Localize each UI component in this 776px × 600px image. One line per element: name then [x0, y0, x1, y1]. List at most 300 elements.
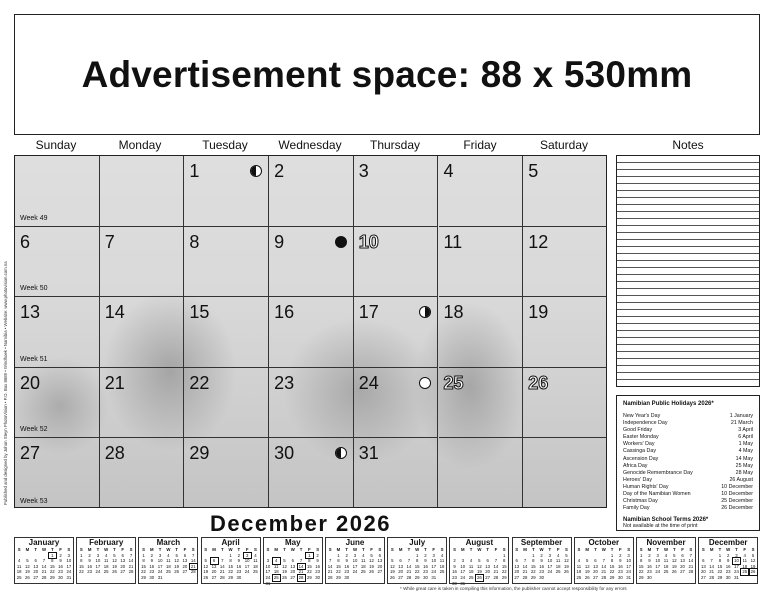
day-cell-15[interactable]: [184, 297, 269, 368]
mini-day: 27: [33, 574, 39, 580]
mini-day: 1: [49, 553, 56, 559]
mini-day: 3: [158, 552, 162, 558]
mini-day: 20: [700, 569, 706, 575]
mini-day: 7: [494, 558, 498, 564]
mini-day: 21: [709, 569, 714, 575]
mini-weekday: S: [515, 547, 519, 552]
mini-day: 27: [700, 574, 706, 580]
mini-day: 25: [165, 569, 171, 575]
mini-day: [662, 575, 669, 581]
mini-weekday: W: [663, 547, 669, 552]
mini-day: 13: [680, 558, 685, 564]
mini-month-name: July: [409, 538, 426, 547]
mini-day: 12: [671, 558, 677, 564]
mini-day: 19: [584, 569, 590, 575]
mini-day: 31: [734, 574, 739, 580]
mini-day: 11: [663, 558, 669, 564]
mini-weekday: W: [352, 547, 358, 552]
mini-weekday: T: [50, 547, 54, 552]
mini-day: 14: [128, 558, 134, 564]
mini-day: 15: [336, 563, 341, 569]
mini-day: 13: [211, 563, 217, 569]
holiday-date: 14 May: [735, 455, 753, 462]
mini-day: 15: [414, 563, 420, 569]
mini-day: 30: [617, 574, 623, 580]
mini-day: 12: [564, 558, 569, 564]
empty-cell: [523, 438, 607, 508]
mini-day: 4: [664, 552, 668, 558]
mini-day: 26: [25, 574, 30, 580]
mini-day: 30: [236, 574, 242, 580]
mini-day: 7: [129, 552, 133, 558]
mini-day: 15: [717, 563, 723, 569]
mini-day: 12: [389, 563, 395, 569]
mini-day: 8: [308, 558, 311, 564]
day-number: 12: [528, 231, 549, 252]
mini-day: 3: [627, 552, 630, 558]
day-cell-10[interactable]: [354, 227, 439, 298]
mini-day: 21: [522, 569, 528, 575]
mini-day: 3: [353, 552, 357, 558]
mini-weekday: T: [735, 547, 738, 552]
day-cell-21[interactable]: [100, 368, 185, 439]
mini-day: 28: [406, 574, 412, 580]
mini-day: 8: [610, 558, 614, 564]
mini-weekday: S: [627, 547, 631, 552]
day-cell-12[interactable]: [523, 227, 607, 298]
holiday-row: [623, 491, 753, 498]
mini-day: 7: [602, 558, 605, 564]
mini-day: 13: [182, 558, 188, 564]
mini-day: [244, 575, 251, 581]
day-number: 16: [274, 302, 295, 323]
last-quarter-icon: [250, 165, 262, 177]
holiday-date: 25 May: [735, 462, 753, 469]
day-cell-11[interactable]: [439, 227, 524, 298]
mini-weekday: W: [166, 547, 171, 552]
mini-calendar-july: [387, 537, 447, 584]
mini-weekday: F: [556, 547, 560, 552]
mini-day: 4: [17, 558, 21, 564]
day-cell-30[interactable]: [269, 438, 354, 508]
mini-weekday: T: [610, 547, 614, 552]
mini-week-row: [202, 575, 260, 581]
mini-weekday: S: [701, 547, 705, 552]
mini-day: 18: [16, 569, 22, 575]
day-cell-5[interactable]: [523, 156, 607, 227]
mini-day: 24: [547, 569, 553, 575]
mini-weekday: T: [113, 547, 116, 552]
disclaimer: * While great care is taken in compiling this information, the publisher cannot accept responsibility for any errors: [400, 586, 627, 591]
day-cell-13[interactable]: [15, 297, 100, 368]
day-cell-16[interactable]: [269, 297, 354, 368]
mini-day: [173, 575, 180, 581]
mini-day: 5: [370, 552, 373, 558]
mini-day: 17: [734, 563, 739, 569]
mini-day: 6: [183, 552, 187, 558]
mini-day: 19: [25, 569, 30, 575]
advertisement-box: [14, 14, 760, 135]
mini-day: 18: [576, 569, 582, 575]
holiday-name: Workers' Day: [623, 441, 655, 448]
mini-day: 14: [190, 558, 196, 564]
mini-day: 23: [236, 569, 242, 575]
mini-weekday: S: [390, 547, 394, 552]
mini-day: 3: [735, 552, 738, 558]
day-number: 22: [189, 372, 210, 393]
mini-day: 3: [244, 553, 251, 559]
day-number: 1: [189, 161, 200, 181]
mini-week-row: [326, 575, 384, 581]
mini-day: 6: [291, 558, 294, 564]
mini-day: 14: [688, 558, 694, 564]
mini-day: 17: [547, 563, 553, 569]
mini-day: [671, 575, 678, 581]
mini-day: 18: [468, 569, 474, 575]
mini-day: 3: [266, 558, 270, 564]
mini-day: 22: [49, 569, 55, 575]
holiday-row: [623, 463, 753, 470]
day-cell-28[interactable]: [100, 438, 185, 508]
mini-day: 26: [564, 569, 569, 575]
day-cell-24[interactable]: [354, 368, 439, 439]
mini-weekday: T: [220, 547, 224, 552]
mini-day: [351, 575, 358, 581]
mini-day: 4: [556, 552, 560, 558]
mini-day: 13: [514, 563, 520, 569]
mini-day: 1: [80, 552, 83, 558]
mini-weekday: T: [237, 547, 241, 552]
mini-weekday: S: [328, 547, 332, 552]
day-cell-23[interactable]: [269, 368, 354, 439]
mini-day: 31: [431, 574, 437, 580]
mini-day: 16: [315, 563, 321, 569]
holiday-row: [623, 498, 753, 505]
day-number: 20: [20, 372, 41, 393]
mini-day: 25: [576, 574, 582, 580]
day-cell-18[interactable]: [439, 297, 524, 368]
week-label: Week 49: [20, 214, 48, 222]
mini-day: 2: [619, 552, 622, 558]
mini-day: 26: [671, 569, 677, 575]
holiday-row: [623, 420, 753, 427]
mini-day: 25: [360, 569, 366, 575]
mini-day: [273, 581, 280, 587]
week-label: Week 52: [20, 426, 48, 434]
mini-day: 16: [58, 563, 63, 569]
mini-week-row: [699, 575, 757, 581]
day-cell-25[interactable]: [439, 368, 524, 439]
day-number: 30: [274, 443, 295, 464]
mini-day: 10: [157, 558, 163, 564]
mini-weekday: M: [398, 547, 403, 552]
day-cell-26[interactable]: [523, 368, 607, 439]
mini-day: 2: [648, 552, 651, 558]
holiday-name: New Year's Day: [623, 413, 661, 419]
mini-weekday: S: [253, 547, 257, 552]
mini-day: 11: [361, 558, 366, 564]
holiday-name: Christmas Day: [623, 498, 658, 505]
mini-weekday: M: [87, 547, 92, 552]
mini-day: 17: [265, 569, 271, 575]
mini-day: [741, 575, 748, 581]
day-cell-31[interactable]: [354, 438, 439, 508]
day-cell-9[interactable]: [269, 227, 354, 298]
mini-day: 22: [638, 569, 644, 575]
mini-day: 19: [389, 569, 395, 575]
mini-day: 3: [67, 552, 71, 558]
day-number: 25: [443, 372, 464, 393]
mini-day: 8: [142, 558, 145, 564]
mini-day: 23: [452, 574, 457, 580]
mini-day: 29: [609, 574, 615, 580]
mini-day: 18: [103, 563, 109, 569]
mini-day: 12: [584, 563, 590, 569]
mini-day: 19: [174, 563, 180, 569]
school-terms-title: Namibian School Terms 2026*: [623, 517, 709, 524]
mini-day: 16: [647, 563, 652, 569]
mini-day: 29: [228, 574, 233, 580]
mini-day: 22: [78, 569, 84, 575]
mini-day: 27: [485, 574, 491, 580]
mini-day: 24: [655, 569, 661, 575]
mini-day: 9: [726, 558, 730, 564]
mini-weekday: T: [594, 547, 597, 552]
mini-day: 5: [391, 558, 394, 564]
day-cell-8[interactable]: [184, 227, 269, 298]
mini-calendar-april: [201, 537, 261, 584]
mini-weekday: W: [415, 547, 420, 552]
mini-day: 13: [398, 563, 403, 569]
day-number: 26: [528, 372, 549, 393]
mini-day: 4: [273, 558, 280, 564]
day-cell-27[interactable]: [15, 438, 100, 508]
mini-day: [281, 581, 288, 587]
mini-day: 10: [626, 558, 632, 564]
holiday-date: 1 May: [738, 441, 753, 448]
mini-calendar-january: [14, 537, 74, 584]
mini-day: 14: [298, 563, 304, 569]
mini-day: 25: [742, 569, 748, 575]
mini-day: 19: [112, 563, 117, 569]
week-label: Week 51: [20, 355, 48, 363]
mini-day: 5: [26, 558, 29, 564]
mini-day: 8: [718, 558, 722, 564]
mini-day: 14: [219, 563, 225, 569]
mini-day: 13: [593, 563, 598, 569]
holiday-date: 26 December: [721, 505, 753, 512]
mini-day: 28: [327, 574, 333, 580]
mini-day: 28: [493, 574, 499, 580]
mini-day: 19: [203, 569, 209, 575]
mini-day: 18: [663, 563, 669, 569]
mini-day: 29: [336, 574, 341, 580]
mini-day: 11: [576, 563, 582, 569]
mini-day: 29: [414, 574, 420, 580]
mini-day: 7: [42, 558, 46, 564]
mini-day: 24: [352, 569, 358, 575]
mini-month-name: November: [646, 538, 686, 547]
mini-day: 1: [415, 552, 419, 558]
mini-day: 7: [407, 558, 411, 564]
notes-header: Notes: [672, 138, 704, 152]
day-cell-19[interactable]: [523, 297, 607, 368]
mini-day: 6: [121, 552, 124, 558]
mini-day: 14: [493, 563, 499, 569]
mini-weekday: T: [486, 547, 489, 552]
day-number: 8: [189, 231, 200, 252]
day-cell-3[interactable]: [354, 156, 439, 227]
mini-day: 14: [406, 563, 412, 569]
day-cell-2[interactable]: [269, 156, 354, 227]
mini-day: 1: [229, 552, 232, 558]
mini-day: 22: [228, 569, 233, 575]
mini-weekday: S: [453, 547, 456, 552]
mini-day: 7: [328, 558, 332, 564]
mini-day: 10: [547, 558, 553, 564]
mini-day: 8: [51, 558, 54, 564]
mini-weekday: F: [121, 547, 125, 552]
day-cell-20[interactable]: [15, 368, 100, 439]
mini-day: 20: [593, 569, 598, 575]
mini-day: 7: [689, 552, 693, 558]
mini-day: 28: [522, 574, 528, 580]
mini-day: 24: [244, 569, 250, 575]
mini-day: 22: [530, 569, 536, 575]
mini-weekday: S: [266, 547, 270, 552]
week-label: Week 50: [20, 285, 48, 293]
mini-weekday: M: [274, 547, 279, 552]
mini-day: 28: [709, 574, 714, 580]
mini-day: 5: [175, 552, 178, 558]
mini-day: 21: [298, 569, 304, 575]
mini-weekday: T: [469, 547, 473, 552]
notes-lines[interactable]: [616, 155, 760, 387]
mini-week-row: [637, 575, 695, 581]
holiday-name: Ascension Day: [623, 455, 659, 462]
mini-day: 20: [680, 563, 685, 569]
mini-day: 22: [141, 569, 146, 575]
mini-day: 21: [327, 569, 333, 575]
holiday-name: Cassinga Day: [623, 448, 656, 455]
mini-weekday: S: [316, 547, 320, 552]
holiday-name: Heroes' Day: [623, 476, 652, 483]
day-cell-17[interactable]: [354, 297, 439, 368]
mini-day: 9: [59, 558, 62, 564]
mini-day: 29: [141, 574, 146, 580]
day-number: 7: [104, 231, 115, 252]
mini-day: 16: [149, 563, 155, 569]
mini-day: 21: [406, 569, 412, 575]
holiday-name: Family Day: [623, 505, 650, 512]
day-number: 24: [358, 372, 379, 393]
mini-day: 30: [423, 574, 428, 580]
mini-calendar-march: [138, 537, 198, 584]
mini-day: 6: [515, 558, 518, 564]
day-cell-22[interactable]: [184, 368, 269, 439]
day-cell-29[interactable]: [184, 438, 269, 508]
mini-day: 27: [211, 574, 217, 580]
mini-weekday: S: [689, 547, 693, 552]
mini-day: 13: [700, 563, 706, 569]
mini-day: 2: [345, 552, 348, 558]
mini-day: 2: [424, 552, 427, 558]
mini-day: 25: [468, 574, 474, 580]
mini-day: 27: [377, 569, 383, 575]
mini-calendar-may: [263, 537, 323, 584]
mini-day: 22: [336, 569, 341, 575]
mini-day: 16: [423, 563, 428, 569]
mini-day: [563, 575, 570, 581]
calendar-grid: [14, 155, 607, 508]
holiday-row: [623, 448, 753, 455]
mini-day: 25: [555, 569, 561, 575]
mini-day: 22: [717, 569, 723, 575]
mini-day: 24: [95, 569, 101, 575]
mini-day: 15: [306, 563, 312, 569]
holidays-box: [616, 395, 760, 531]
day-number: 19: [528, 302, 549, 323]
mini-day: 9: [648, 558, 651, 564]
first-quarter-icon: [419, 306, 431, 318]
mini-day: 20: [120, 563, 126, 569]
day-cell-6[interactable]: [15, 227, 100, 298]
day-cell-1[interactable]: [184, 156, 269, 227]
mini-day: 22: [306, 569, 312, 575]
mini-day: 11: [273, 563, 279, 569]
mini-day: 27: [290, 574, 296, 580]
empty-cell: [439, 438, 524, 508]
mini-day: 18: [742, 563, 748, 569]
mini-day: 2: [59, 552, 62, 558]
mini-day: 4: [104, 552, 108, 558]
day-cell-7[interactable]: [100, 227, 185, 298]
mini-day: [181, 575, 188, 581]
mini-day: 14: [601, 563, 607, 569]
mini-day: 17: [352, 563, 358, 569]
mini-weekday: F: [681, 547, 684, 552]
mini-day: 14: [709, 563, 714, 569]
mini-day: 26: [476, 574, 482, 580]
mini-day: 2: [540, 552, 543, 558]
mini-day: 17: [157, 563, 163, 569]
mini-day: 11: [468, 563, 474, 569]
mini-day: 1: [142, 552, 145, 558]
mini-day: 3: [96, 552, 100, 558]
mini-week-row: [264, 581, 322, 587]
mini-weekday: T: [34, 547, 38, 552]
empty-cell: [100, 156, 185, 227]
mini-day: 4: [254, 552, 257, 558]
mini-day: 10: [460, 563, 466, 569]
mini-day: 25: [273, 574, 279, 580]
day-cell-4[interactable]: [439, 156, 524, 227]
mini-weekday: F: [619, 547, 622, 552]
mini-day: 11: [742, 558, 747, 564]
day-number: 17: [358, 302, 379, 323]
mini-week-row: [513, 575, 571, 581]
day-number: 3: [358, 161, 369, 181]
mini-weekday: W: [290, 547, 295, 552]
holiday-date: 21 March: [730, 420, 753, 427]
mini-weekday: T: [361, 547, 365, 552]
mini-day: 29: [530, 574, 536, 580]
mini-day: 31: [157, 574, 163, 580]
mini-day: 24: [460, 574, 466, 580]
mini-day: 9: [540, 558, 543, 564]
mini-day: 18: [253, 563, 258, 569]
day-cell-14[interactable]: [100, 297, 185, 368]
